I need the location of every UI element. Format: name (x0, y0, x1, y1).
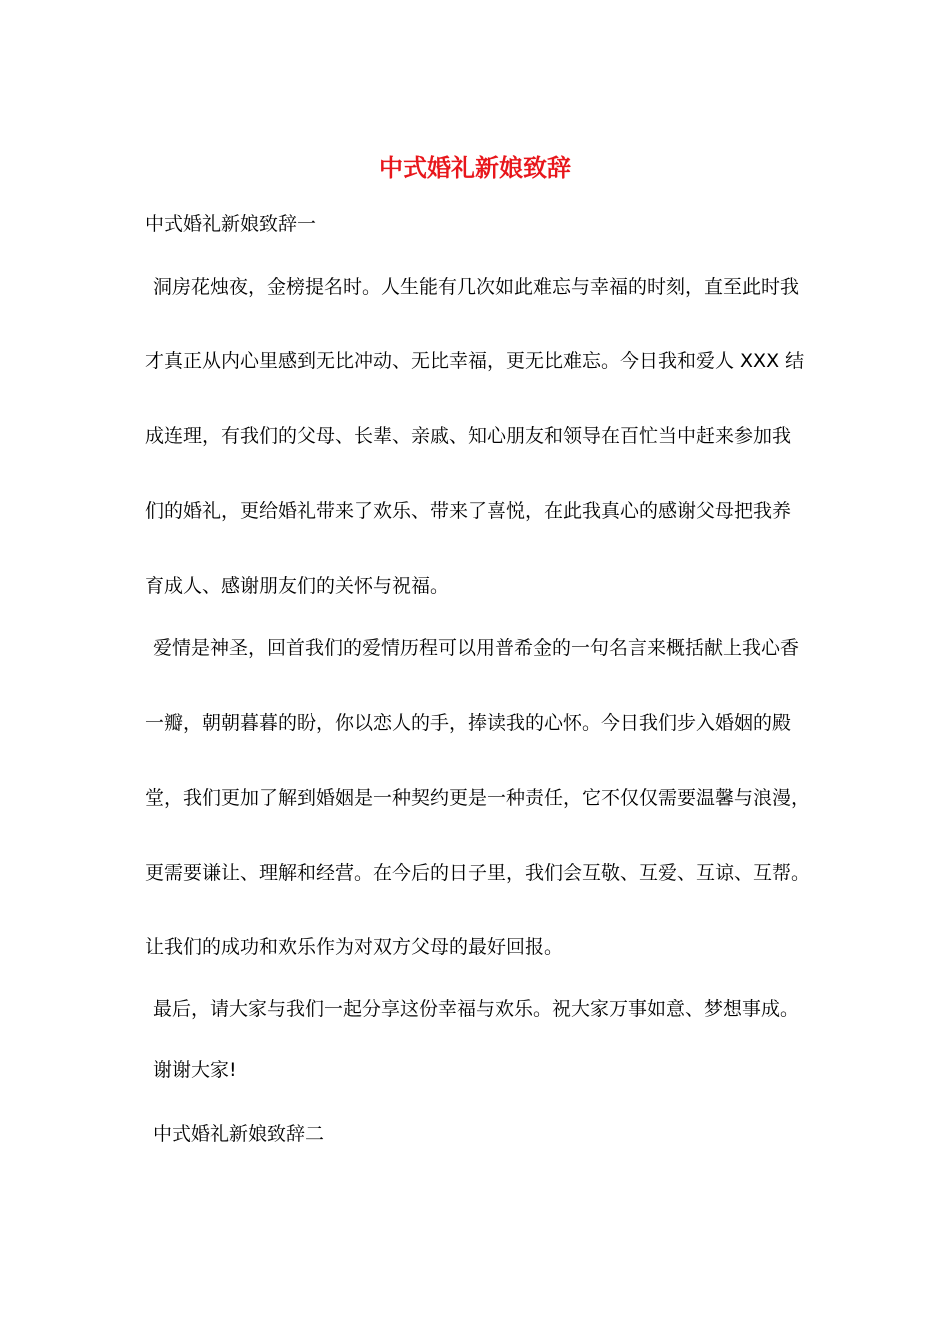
section-heading-1: 中式婚礼新娘致辞一 (145, 213, 317, 235)
paragraph-2-line-3: 堂，我们更加了解到婚姻是一种契约更是一种责任，它不仅仅需要温馨与浪漫， (145, 787, 811, 809)
paragraph-2-line-5: 让我们的成功和欢乐作为对双方父母的最好回报。 (145, 936, 564, 958)
closing-text: 谢谢大家! (153, 1059, 237, 1081)
document-title: 中式婚礼新娘致辞 (379, 153, 571, 182)
paragraph-2-line-2: 一瓣，朝朝暮暮的盼，你以恋人的手，捧读我的心怀。今日我们步入婚姻的殿 (145, 712, 792, 734)
paragraph-2-line-4: 更需要谦让、理解和经营。在今后的日子里，我们会互敬、互爱、互谅、互帮。 (145, 862, 811, 884)
paragraph-1-line-2: 才真正从内心里感到无比冲动、无比幸福，更无比难忘。今日我和爱人 XXX 结 (145, 350, 805, 372)
paragraph-3: 最后，请大家与我们一起分享这份幸福与欢乐。祝大家万事如意、梦想事成。 (153, 998, 800, 1020)
paragraph-2-line-1: 爱情是神圣，回首我们的爱情历程可以用普希金的一句名言来概括献上我心香 (153, 637, 800, 659)
paragraph-1-line-5: 育成人、感谢朋友们的关怀与祝福。 (145, 575, 450, 597)
paragraph-1-line-1: 洞房花烛夜，金榜提名时。人生能有几次如此难忘与幸福的时刻，直至此时我 (153, 276, 800, 298)
paragraph-1-line-4: 们的婚礼，更给婚礼带来了欢乐、带来了喜悦，在此我真心的感谢父母把我养 (145, 500, 792, 522)
paragraph-1-line-3: 成连理，有我们的父母、长辈、亲戚、知心朋友和领导在百忙当中赶来参加我 (145, 425, 792, 447)
section-heading-2: 中式婚礼新娘致辞二 (153, 1123, 325, 1145)
